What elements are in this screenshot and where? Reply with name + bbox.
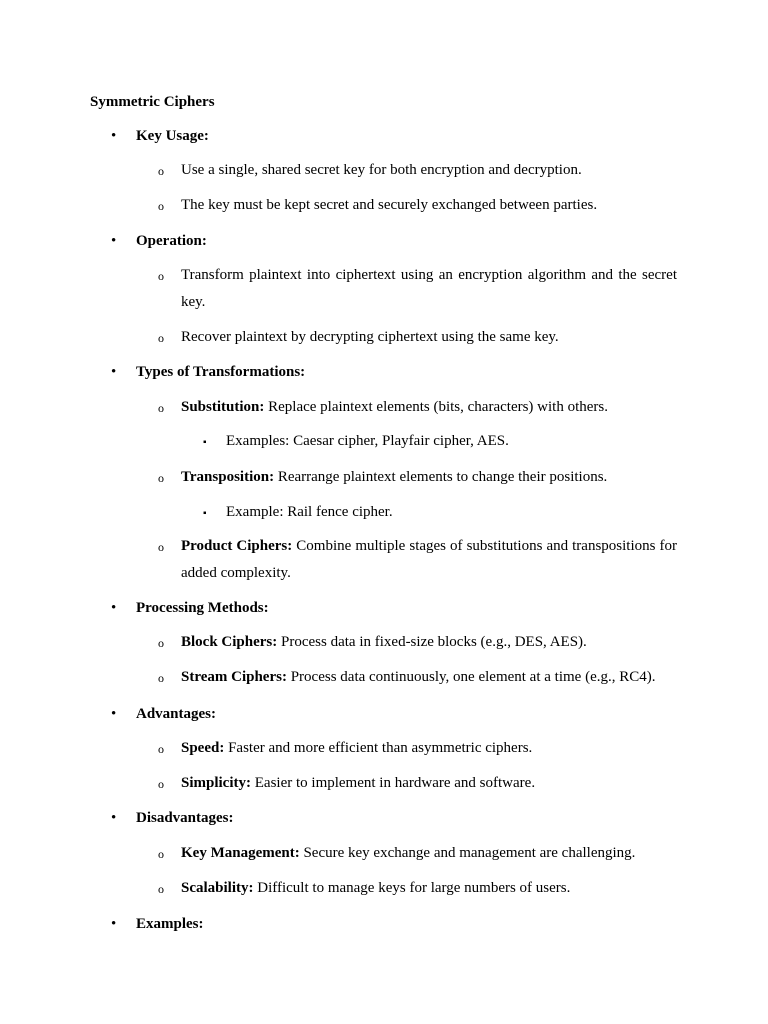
item-label: Substitution: (181, 399, 265, 415)
item-label: Transposition: (181, 469, 275, 485)
item-text: Easier to implement in hardware and software. (254, 775, 536, 791)
list-item (158, 664, 677, 691)
section-heading: Examples: (136, 916, 204, 932)
item-text: The key must be kept secret and securely exchanged between parties. (181, 197, 598, 213)
item-text: Rearrange plaintext elements to change their positions. (277, 469, 608, 485)
section-operation (111, 228, 696, 255)
bullet-marker: o (158, 882, 164, 896)
item-text: Recover plaintext by decrypting ciphertext using the same key. (181, 329, 559, 345)
list-item (158, 840, 677, 867)
item-text: Transform plaintext into ciphertext using an encryption algorithm and the secret key. (181, 267, 677, 310)
item-text: Replace plaintext elements (bits, characters) with others. (268, 399, 608, 415)
list-item (158, 533, 677, 587)
section-heading: Processing Methods: (136, 600, 269, 616)
section-heading: Advantages: (136, 706, 217, 722)
item-text: Process data continuously, one element at a time (e.g., RC4). (290, 669, 656, 685)
list-item (158, 157, 677, 184)
bullet-marker: o (158, 164, 164, 178)
section-types-of-transformations (111, 359, 696, 386)
bullet-marker: • (111, 600, 117, 616)
section-disadvantages (111, 805, 696, 832)
bullet-marker: o (158, 269, 164, 283)
list-item (158, 629, 677, 656)
list-item (158, 875, 677, 902)
item-label: Product Ciphers: (181, 538, 293, 554)
bullet-marker: o (158, 331, 164, 345)
item-text: Faster and more efficient than asymmetric ciphers. (228, 740, 533, 756)
bullet-marker: o (158, 636, 164, 650)
item-text: Examples: Caesar cipher, Playfair cipher, AES. (226, 433, 509, 449)
bullet-marker: • (111, 128, 117, 144)
bullet-marker: o (158, 401, 164, 415)
page-title: Symmetric Ciphers (90, 94, 215, 110)
bullet-marker: o (158, 777, 164, 791)
list-item (158, 464, 677, 491)
section-examples (111, 911, 696, 938)
item-text: Combine multiple stages of substitutions and transpositions for added complexity. (181, 538, 677, 581)
item-label: Scalability: (181, 880, 254, 896)
item-label: Stream Ciphers: (181, 669, 287, 685)
bullet-marker: • (111, 916, 117, 932)
list-item (158, 735, 677, 762)
bullet-marker: o (158, 742, 164, 756)
section-heading: Disadvantages: (136, 810, 234, 826)
bullet-marker: • (111, 364, 117, 380)
section-processing-methods (111, 595, 696, 622)
item-text: Process data in fixed-size blocks (e.g., DES, AES). (281, 634, 587, 650)
bullet-marker: o (158, 199, 164, 213)
bullet-marker: o (158, 540, 164, 554)
list-item (158, 262, 677, 316)
bullet-marker: ▪ (203, 508, 207, 519)
section-heading: Types of Transformations: (136, 364, 306, 380)
bullet-marker: • (111, 706, 117, 722)
section-heading: Key Usage: (136, 128, 209, 144)
list-item (158, 770, 677, 797)
bullet-marker: ▪ (203, 437, 207, 448)
sub-list-item (203, 499, 676, 526)
sub-list-item (203, 428, 676, 455)
bullet-marker: • (111, 810, 117, 826)
item-label: Key Management: (181, 845, 300, 861)
item-text: Use a single, shared secret key for both encryption and decryption. (181, 162, 582, 178)
item-label: Simplicity: (181, 775, 251, 791)
bullet-marker: o (158, 847, 164, 861)
item-text: Secure key exchange and management are challenging. (303, 845, 636, 861)
item-text: Example: Rail fence cipher. (226, 504, 393, 520)
bullet-marker: • (111, 233, 117, 249)
item-text: Difficult to manage keys for large numbers of users. (257, 880, 571, 896)
list-item (158, 394, 677, 421)
item-label: Block Ciphers: (181, 634, 278, 650)
bullet-marker: o (158, 471, 164, 485)
section-key-usage (111, 123, 696, 150)
bullet-marker: o (158, 671, 164, 685)
item-label: Speed: (181, 740, 225, 756)
list-item (158, 192, 677, 219)
list-item (158, 324, 677, 351)
section-heading: Operation: (136, 233, 207, 249)
section-advantages (111, 701, 696, 728)
